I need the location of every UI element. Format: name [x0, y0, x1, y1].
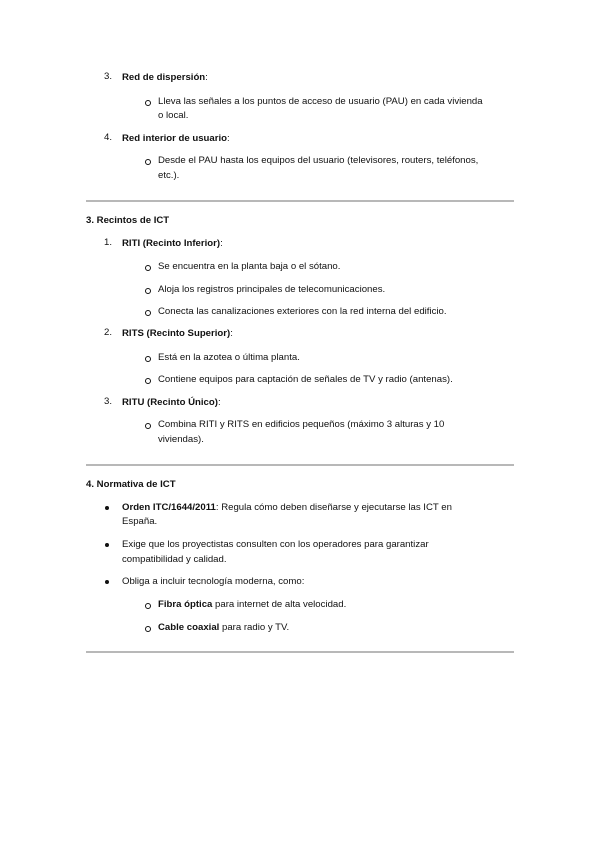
list-number: 4.	[103, 132, 112, 143]
item-title-colon: :	[230, 328, 233, 339]
sub-bullet-text-rest: para radio y TV.	[219, 622, 290, 633]
list-item-title	[122, 396, 221, 409]
list-item-title	[122, 71, 208, 84]
sub-bullet-text-rest: para internet de alta velocidad.	[212, 599, 347, 610]
filled-bullet-icon	[105, 506, 109, 510]
bullet-text: etc.).	[158, 170, 180, 181]
bullet-text: Combina RITI y RITS en edificios pequeños (máximo 3 alturas y 10	[158, 419, 445, 430]
sub-bullet-text	[158, 621, 289, 634]
hollow-bullet-icon	[145, 626, 151, 632]
item-title-bold: RITI (Recinto Inferior)	[122, 238, 221, 249]
hollow-bullet-icon	[145, 423, 151, 429]
bullet-text	[122, 501, 452, 514]
list-number: 1.	[103, 237, 112, 248]
list-item-title	[122, 327, 233, 340]
sub-bullet-bold-term: Cable coaxial	[158, 622, 220, 633]
hollow-bullet-icon	[145, 288, 151, 294]
filled-bullet-icon	[105, 543, 109, 547]
list-item-title	[122, 237, 223, 250]
item-title-bold: RITU (Recinto Único)	[122, 397, 218, 408]
list-number: 3.	[103, 396, 112, 407]
hollow-bullet-icon	[145, 356, 151, 362]
bullet-text: Contiene equipos para captación de señales de TV y radio (antenas).	[158, 374, 453, 385]
hollow-bullet-icon	[145, 100, 151, 106]
bullet-text: Conecta las canalizaciones exteriores con la red interna del edificio.	[158, 306, 447, 317]
item-title-bold: Red de dispersión	[122, 72, 206, 83]
filled-bullet-icon	[105, 580, 109, 584]
list-number: 2.	[103, 327, 112, 338]
bullet-text: compatibilidad y calidad.	[122, 554, 227, 565]
bullet-text: Se encuentra en la planta baja o el sótano.	[158, 261, 341, 272]
bullet-text: Exige que los proyectistas consulten con los operadores para garantizar	[122, 539, 429, 550]
bullet-bold-term: Orden ITC/1644/2011	[122, 502, 216, 513]
bullet-text: España.	[122, 516, 158, 527]
sub-bullet-bold-term: Fibra óptica	[158, 599, 213, 610]
section-heading: 3. Recintos de ICT	[86, 215, 170, 226]
bullet-text: Lleva las señales a los puntos de acceso de usuario (PAU) en cada vivienda	[158, 96, 483, 107]
bullet-text: Aloja los registros principales de telecomunicaciones.	[158, 284, 386, 295]
hollow-bullet-icon	[145, 159, 151, 165]
item-title-bold: Red interior de usuario	[122, 133, 228, 144]
item-title-colon: :	[205, 72, 208, 83]
horizontal-rule	[86, 200, 514, 202]
hollow-bullet-icon	[145, 378, 151, 384]
item-title-bold: RITS (Recinto Superior)	[122, 328, 231, 339]
section-heading: 4. Normativa de ICT	[86, 479, 176, 490]
item-title-colon: :	[217, 397, 221, 408]
bullet-text: o local.	[158, 110, 189, 121]
list-item-title	[122, 132, 230, 145]
bullet-text: Está en la azotea o última planta.	[158, 352, 300, 363]
item-title-colon: :	[227, 133, 230, 144]
list-number: 3.	[103, 71, 112, 82]
sub-bullet-text	[158, 598, 346, 611]
horizontal-rule	[86, 651, 514, 653]
hollow-bullet-icon	[145, 265, 151, 271]
hollow-bullet-icon	[145, 603, 151, 609]
item-title-colon: :	[220, 238, 223, 249]
hollow-bullet-icon	[145, 310, 151, 316]
bullet-text-rest: : Regula cómo deben diseñarse y ejecutarse las ICT en	[215, 502, 452, 513]
horizontal-rule	[86, 464, 514, 466]
bullet-text: Desde el PAU hasta los equipos del usuario (televisores, routers, teléfonos,	[158, 155, 479, 166]
bullet-text: viviendas).	[158, 434, 204, 445]
bullet-text: Obliga a incluir tecnología moderna, como:	[122, 576, 305, 587]
